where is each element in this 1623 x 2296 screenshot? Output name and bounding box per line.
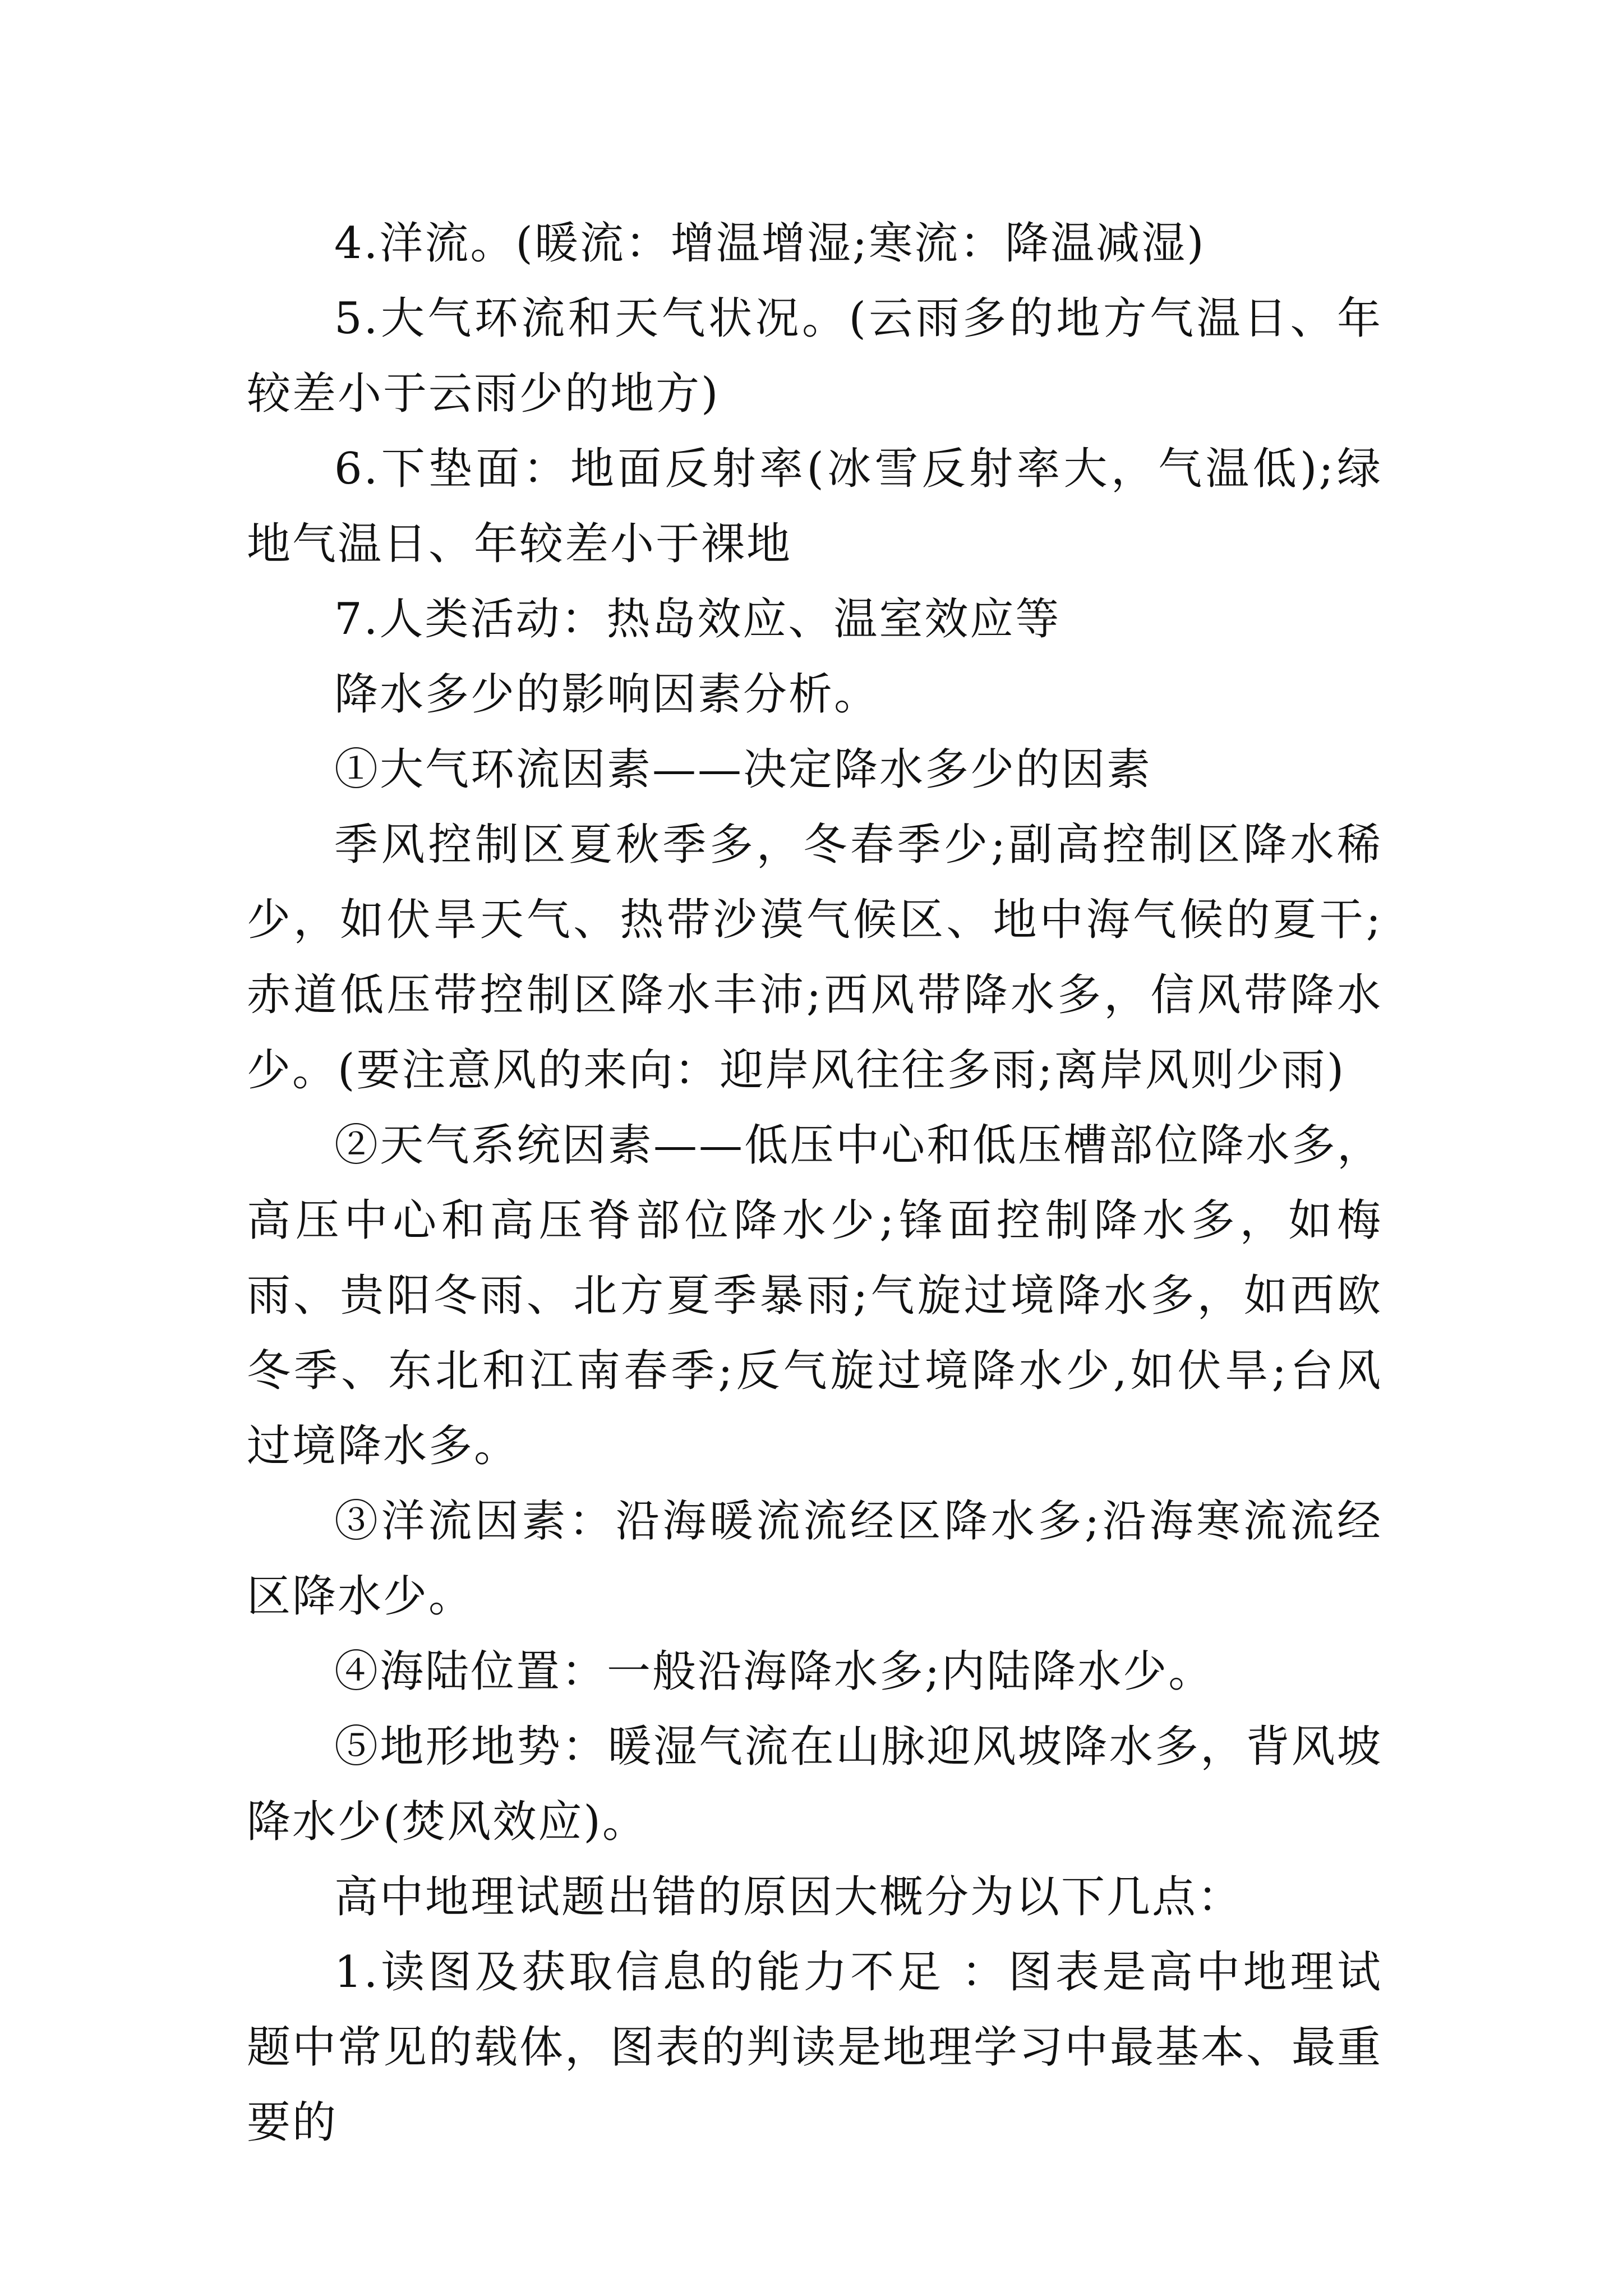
paragraph-ocean-current-factor: ③洋流因素：沿海暖流流经区降水多;沿海寒流流经区降水少。 bbox=[247, 1496, 1382, 1622]
paragraph-circulation-factor: ①大气环流因素——决定降水多少的因素 bbox=[334, 744, 1152, 795]
paragraph-underlying-surface: 6.下垫面：地面反射率(冰雪反射率大，气温低);绿地气温日、年较差小于裸地 bbox=[247, 444, 1382, 569]
paragraph-land-sea-position: ④海陆位置：一般沿海降水多;内陆降水少。 bbox=[334, 1646, 1214, 1697]
paragraph-terrain-factor: ⑤地形地势：暖湿气流在山脉迎风坡降水多，背风坡降水少(焚风效应)。 bbox=[247, 1722, 1382, 1847]
paragraph-human-activity: 7.人类活动：热岛效应、温室效应等 bbox=[334, 594, 1061, 645]
paragraph-circulation-weather: 5.大气环流和天气状况。(云雨多的地方气温日、年较差小于云雨少的地方) bbox=[247, 293, 1382, 419]
paragraph-monsoon-detail: 季风控制区夏秋季多，冬春季少;副高控制区降水稀少，如伏旱天气、热带沙漠气候区、地中海气候的夏干;赤道低压带控制区降水丰沛;西风带降水多，信风带降水少。(要注意风的来向：迎岸风往往多雨;离岸风则少雨) bbox=[247, 820, 1382, 1096]
paragraph-precipitation-heading: 降水多少的影响因素分析。 bbox=[334, 669, 880, 720]
paragraph-error-reasons-heading: 高中地理试题出错的原因大概分为以下几点： bbox=[334, 1872, 1243, 1922]
paragraph-ocean-current: 4.洋流。(暖流：增温增湿;寒流：降温减湿) bbox=[334, 218, 1206, 269]
paragraph-map-reading-ability: 1.读图及获取信息的能力不足 ：图表是高中地理试题中常见的载体，图表的判读是地理学习中最基本、最重要的 bbox=[247, 1947, 1383, 2148]
document-body bbox=[247, 206, 1382, 2160]
paragraph-weather-system-factor: ②天气系统因素——低压中心和低压槽部位降水多，高压中心和高压脊部位降水少;锋面控制降水多，如梅雨、贵阳冬雨、北方夏季暴雨;气旋过境降水多，如西欧冬季、东北和江南春季;反气旋过境降水少,如伏旱;台风过境降水多。 bbox=[247, 1120, 1382, 1471]
